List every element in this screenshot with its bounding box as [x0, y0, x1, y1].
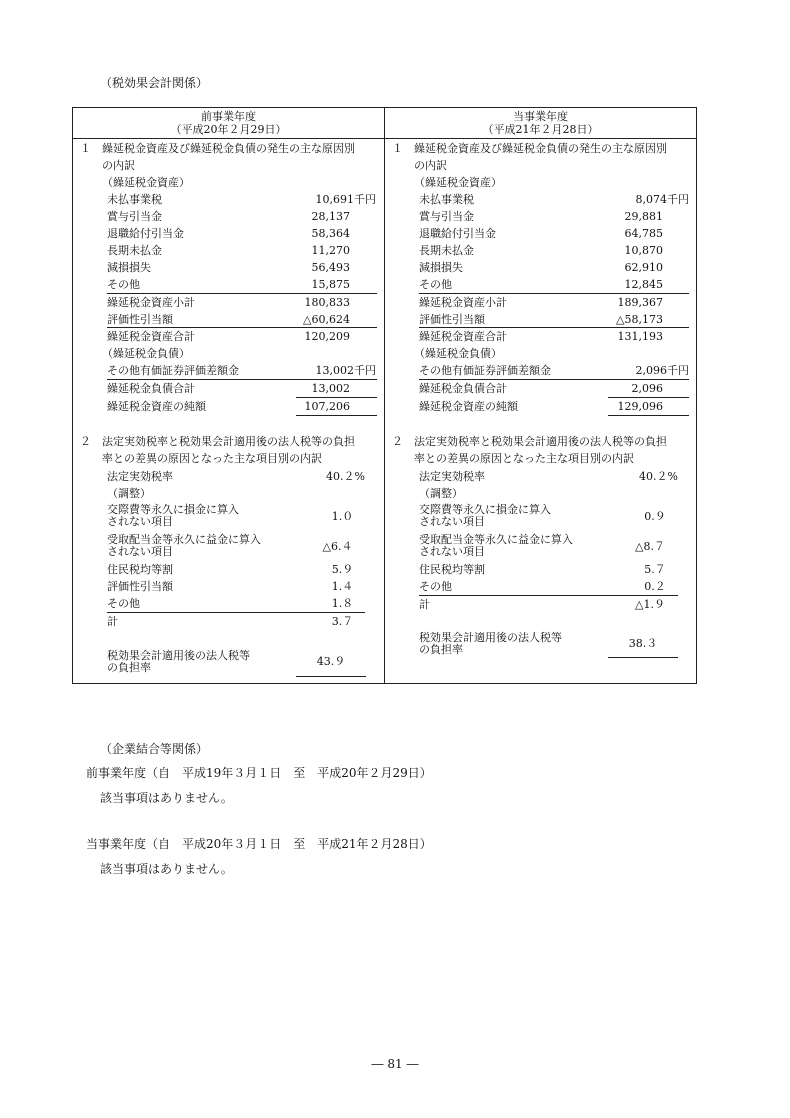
curr-period-heading: 当事業年度（自 平成20年３月１日 至 平成21年２月28日）: [86, 837, 432, 851]
curr-period-text: 該当事項はありません。: [100, 862, 233, 876]
curr-resident-value: 5.７: [644, 563, 666, 576]
prev-asset-subtotal-label: 繰延税金資産小計: [107, 296, 195, 309]
prev-asset-total-value: 120,209: [304, 330, 350, 343]
prev-valuation-label: 評価性引当額: [107, 313, 173, 326]
prev-asset-total-label: 繰延税金資産合計: [107, 330, 195, 343]
curr-asset-label: 長期未払金: [419, 244, 474, 257]
prev-asset-label: 賞与引当金: [107, 210, 162, 223]
curr-burden-value: 38.３: [628, 637, 658, 650]
curr-liab-item-value: 2,096千円: [635, 364, 689, 377]
prev-asset-label: 減損損失: [107, 261, 151, 274]
prev-liab-total-label: 繰延税金負債合計: [107, 382, 195, 395]
prev-burden-label: 税効果会計適用後の法人税等: [107, 649, 250, 662]
prev-item2-title-cont: 率との差異の原因となった主な項目別の内訳: [102, 452, 322, 465]
prev-asset-label: 退職給付引当金: [107, 227, 184, 240]
prev-resident-value: 5.９: [331, 563, 354, 576]
curr-asset-total-label: 繰延税金資産合計: [419, 330, 507, 343]
prev-total-value: 3.７: [331, 615, 354, 628]
prev-item1-title: 繰延税金資産及び繰延税金負債の発生の主な原因別: [102, 142, 355, 155]
curr-net-label: 繰延税金資産の純額: [419, 400, 518, 413]
curr-liab-rule: [419, 379, 689, 380]
curr-asset-value: 64,785: [624, 227, 663, 240]
prev-asset-label: 未払事業税: [107, 193, 162, 206]
curr-asset-value: 8,074千円: [635, 193, 689, 206]
prev-burden-underline: [296, 676, 366, 677]
curr-asset-label: 退職給付引当金: [419, 227, 496, 240]
prev-period-text: 該当事項はありません。: [100, 791, 233, 805]
curr-header-date: （平成21年２月28日）: [482, 123, 599, 136]
prev-asset-label: 長期未払金: [107, 244, 162, 257]
prev-item1-number: １: [80, 142, 91, 155]
curr-subtotal-rule: [419, 293, 689, 294]
curr-item1-title-cont: の内訳: [414, 159, 447, 172]
prev-entertainment-label: 交際費等永久に損金に算入: [107, 503, 239, 516]
prev-total-rule: [107, 327, 377, 328]
prev-assets-heading: （繰延税金資産）: [102, 176, 190, 189]
curr-item2-title-cont: 率との差異の原因となった主な項目別の内訳: [414, 452, 634, 465]
curr-total-label: 計: [419, 598, 430, 611]
curr-burden-label: 税効果会計適用後の法人税等: [419, 631, 562, 644]
prev-liab-item-label: その他有価証券評価差額金: [107, 364, 239, 377]
curr-asset-value: 12,845: [624, 278, 663, 291]
page-number: ― 81 ―: [371, 1057, 419, 1071]
curr-asset-value: 10,870: [624, 244, 663, 257]
curr-dividend-label: 受取配当金等永久に益金に算入: [419, 533, 573, 546]
prev-dividend-value: △6.４: [322, 540, 353, 553]
curr-liab-total-value: 2,096: [631, 382, 663, 395]
prev-liab-rule: [107, 379, 377, 380]
prev-header-date: （平成20年２月29日）: [170, 123, 287, 136]
curr-liab-heading: （繰延税金負債）: [414, 347, 502, 360]
prev-period-heading: 前事業年度（自 平成19年３月１日 至 平成20年２月29日）: [86, 766, 432, 780]
curr-header-title: 当事業年度: [513, 110, 568, 123]
prev-statutory-value: 40.２%: [326, 470, 365, 483]
curr-net-value: 129,096: [617, 400, 663, 413]
prev-net-label: 繰延税金資産の純額: [107, 400, 206, 413]
prev-item2-title: 法定実効税率と税効果会計適用後の法人税等の負担: [102, 435, 355, 448]
prev-valuation-allowance-value: 1.４: [331, 580, 354, 593]
curr-total-rule-2: [419, 595, 678, 596]
prev-liab-item-value: 13,002千円: [315, 364, 376, 377]
curr-entertainment-value: 0.９: [644, 510, 666, 523]
curr-liab-total-label: 繰延税金負債合計: [419, 382, 507, 395]
prev-other-value: 1.８: [331, 597, 354, 610]
prev-total-label: 計: [107, 615, 118, 628]
curr-asset-value: 62,910: [624, 261, 663, 274]
prev-dividend-label-cont: されない項目: [107, 545, 173, 558]
curr-entertainment-label-cont: されない項目: [419, 515, 485, 528]
prev-liab-heading: （繰延税金負債）: [102, 347, 190, 360]
curr-burden-underline: [608, 657, 678, 658]
prev-burden-value: 43.９: [316, 655, 346, 668]
prev-item2-number: ２: [80, 435, 91, 448]
business-combination-title: （企業結合等関係）: [100, 742, 209, 756]
prev-asset-value: 58,364: [311, 227, 350, 240]
prev-dividend-label: 受取配当金等永久に益金に算入: [107, 533, 261, 546]
prev-statutory-label: 法定実効税率: [107, 470, 173, 483]
prev-entertainment-label-cont: されない項目: [107, 515, 173, 528]
curr-item2-title: 法定実効税率と税効果会計適用後の法人税等の負担: [414, 435, 667, 448]
prev-valuation-allowance-label: 評価性引当額: [107, 580, 173, 593]
curr-liab-item-label: その他有価証券評価差額金: [419, 364, 551, 377]
curr-item2-number: ２: [392, 435, 403, 448]
prev-net-underline: [296, 415, 377, 416]
prev-asset-value: 56,493: [311, 261, 350, 274]
prev-asset-value: 11,270: [311, 244, 350, 257]
prev-valuation-value: △60,624: [303, 313, 350, 326]
prev-liab-total-value: 13,002: [311, 382, 350, 395]
curr-assets-heading: （繰延税金資産）: [414, 176, 502, 189]
prev-entertainment-value: 1.０: [331, 510, 354, 523]
curr-total-rule: [419, 327, 689, 328]
prev-asset-value: 15,875: [311, 278, 350, 291]
curr-dividend-label-cont: されない項目: [419, 545, 485, 558]
tax-effect-section-title: （税効果会計関係）: [100, 76, 209, 90]
curr-valuation-label: 評価性引当額: [419, 313, 485, 326]
curr-asset-label: 未払事業税: [419, 193, 474, 206]
prev-adjustment-heading: （調整）: [107, 487, 151, 500]
prev-resident-label: 住民税均等割: [107, 563, 173, 576]
prev-burden-label-cont: の負担率: [107, 661, 151, 674]
curr-valuation-value: △58,173: [616, 313, 663, 326]
prev-net-value: 107,206: [304, 400, 350, 413]
prev-item1-title-cont: の内訳: [102, 159, 135, 172]
curr-asset-total-value: 131,193: [617, 330, 663, 343]
prev-asset-label: その他: [107, 278, 140, 291]
prev-net-rule: [296, 397, 377, 398]
prev-total-rule-2: [107, 612, 365, 613]
curr-asset-subtotal-value: 189,367: [617, 296, 663, 309]
prev-subtotal-rule: [107, 293, 377, 294]
prev-asset-value: 28,137: [311, 210, 350, 223]
curr-statutory-label: 法定実効税率: [419, 470, 485, 483]
curr-asset-subtotal-label: 繰延税金資産小計: [419, 296, 507, 309]
prev-asset-value: 10,691千円: [315, 193, 376, 206]
curr-statutory-value: 40.２%: [639, 470, 678, 483]
table-header-rule: [72, 138, 697, 139]
curr-net-rule: [608, 397, 689, 398]
curr-item1-number: １: [392, 142, 403, 155]
prev-other-label: その他: [107, 597, 140, 610]
curr-item1-title: 繰延税金資産及び繰延税金負債の発生の主な原因別: [414, 142, 667, 155]
prev-asset-subtotal-value: 180,833: [304, 296, 350, 309]
prev-header-title: 前事業年度: [201, 110, 256, 123]
curr-asset-label: 減損損失: [419, 261, 463, 274]
curr-asset-label: その他: [419, 278, 452, 291]
curr-entertainment-label: 交際費等永久に損金に算入: [419, 503, 551, 516]
curr-net-underline: [608, 415, 689, 416]
curr-resident-label: 住民税均等割: [419, 563, 485, 576]
curr-total-value: △1.９: [635, 598, 665, 611]
curr-asset-label: 賞与引当金: [419, 210, 474, 223]
curr-other-value: 0.２: [644, 580, 666, 593]
curr-adjustment-heading: （調整）: [419, 487, 463, 500]
curr-burden-label-cont: の負担率: [419, 643, 463, 656]
curr-other-label: その他: [419, 580, 452, 593]
curr-asset-value: 29,881: [624, 210, 663, 223]
curr-dividend-value: △8.７: [635, 540, 665, 553]
